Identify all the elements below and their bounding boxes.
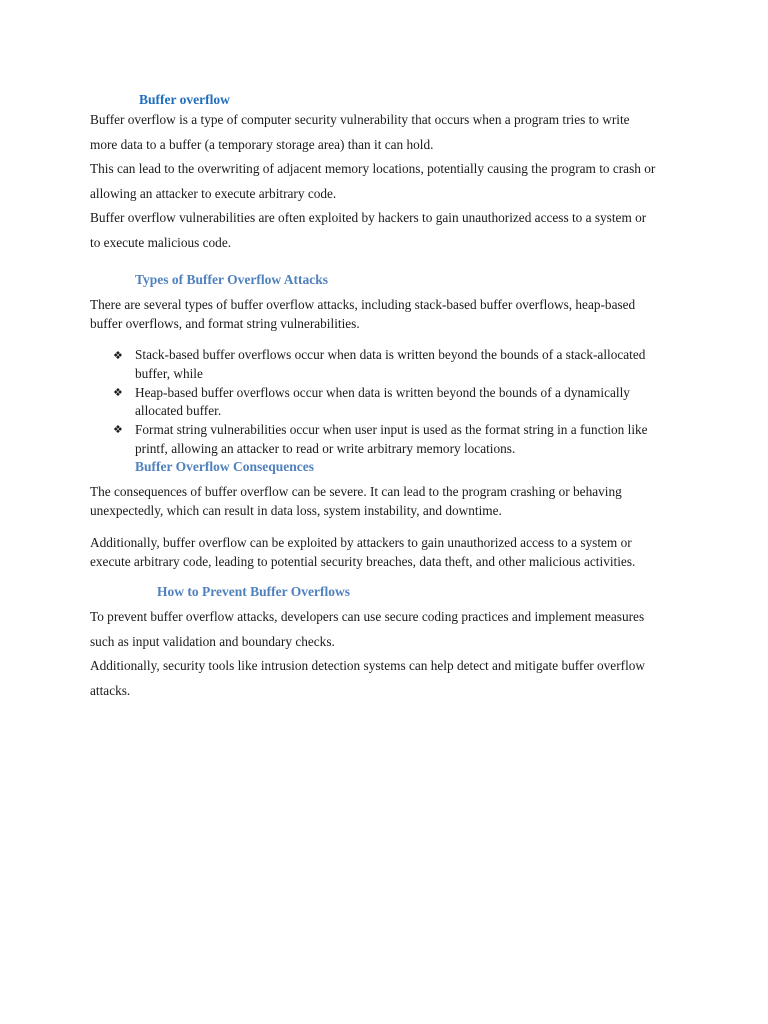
bullet-line: buffer, while: [135, 366, 203, 381]
bullet-line: Format string vulnerabilities occur when user input is used as the format string in a function like: [135, 422, 648, 437]
body-line: Additionally, security tools like intrusion detection systems can help detect and mitigate buffer overflow: [90, 658, 646, 673]
section-heading-prevention: How to Prevent Buffer Overflows: [157, 584, 350, 599]
body-line: Additionally, buffer overflow can be exploited by attackers to gain unauthorized access to a system or: [90, 535, 632, 550]
body-line: unexpectedly, which can result in data loss, system instability, and downtime.: [90, 503, 502, 518]
body-line: attacks.: [90, 683, 131, 698]
diamond-bullet-icon: ❖: [113, 386, 123, 399]
body-line: Buffer overflow is a type of computer security vulnerability that occurs when a program tries to write: [90, 112, 630, 127]
body-line: Buffer overflow vulnerabilities are often exploited by hackers to gain unauthorized access to a system or: [90, 210, 647, 225]
body-line: such as input validation and boundary checks.: [90, 634, 335, 649]
body-line: more data to a buffer (a temporary storage area) than it can hold.: [90, 137, 434, 152]
bullet-line: printf, allowing an attacker to read or write arbitrary memory locations.: [135, 441, 516, 456]
bullet-line: Heap-based buffer overflows occur when data is written beyond the bounds of a dynamically: [135, 385, 630, 400]
body-line: This can lead to the overwriting of adjacent memory locations, potentially causing the program to crash or: [90, 161, 656, 176]
section-heading-consequences: Buffer Overflow Consequences: [135, 459, 314, 474]
body-line: buffer overflows, and format string vulnerabilities.: [90, 316, 360, 331]
bullet-line: allocated buffer.: [135, 403, 222, 418]
section-heading-types: Types of Buffer Overflow Attacks: [135, 272, 328, 287]
body-line: execute arbitrary code, leading to potential security breaches, data theft, and other malicious activities.: [90, 554, 636, 569]
bullet-line: Stack-based buffer overflows occur when data is written beyond the bounds of a stack-allocated: [135, 347, 646, 362]
body-line: The consequences of buffer overflow can be severe. It can lead to the program crashing or behaving: [90, 484, 622, 499]
section-heading-buffer-overflow: Buffer overflow: [139, 92, 230, 107]
body-line: To prevent buffer overflow attacks, developers can use secure coding practices and implement measures: [90, 609, 645, 624]
body-line: to execute malicious code.: [90, 235, 232, 250]
diamond-bullet-icon: ❖: [113, 349, 123, 362]
body-line: allowing an attacker to execute arbitrary code.: [90, 186, 337, 201]
body-line: There are several types of buffer overflow attacks, including stack-based buffer overflows, heap-based: [90, 297, 636, 312]
diamond-bullet-icon: ❖: [113, 423, 123, 436]
